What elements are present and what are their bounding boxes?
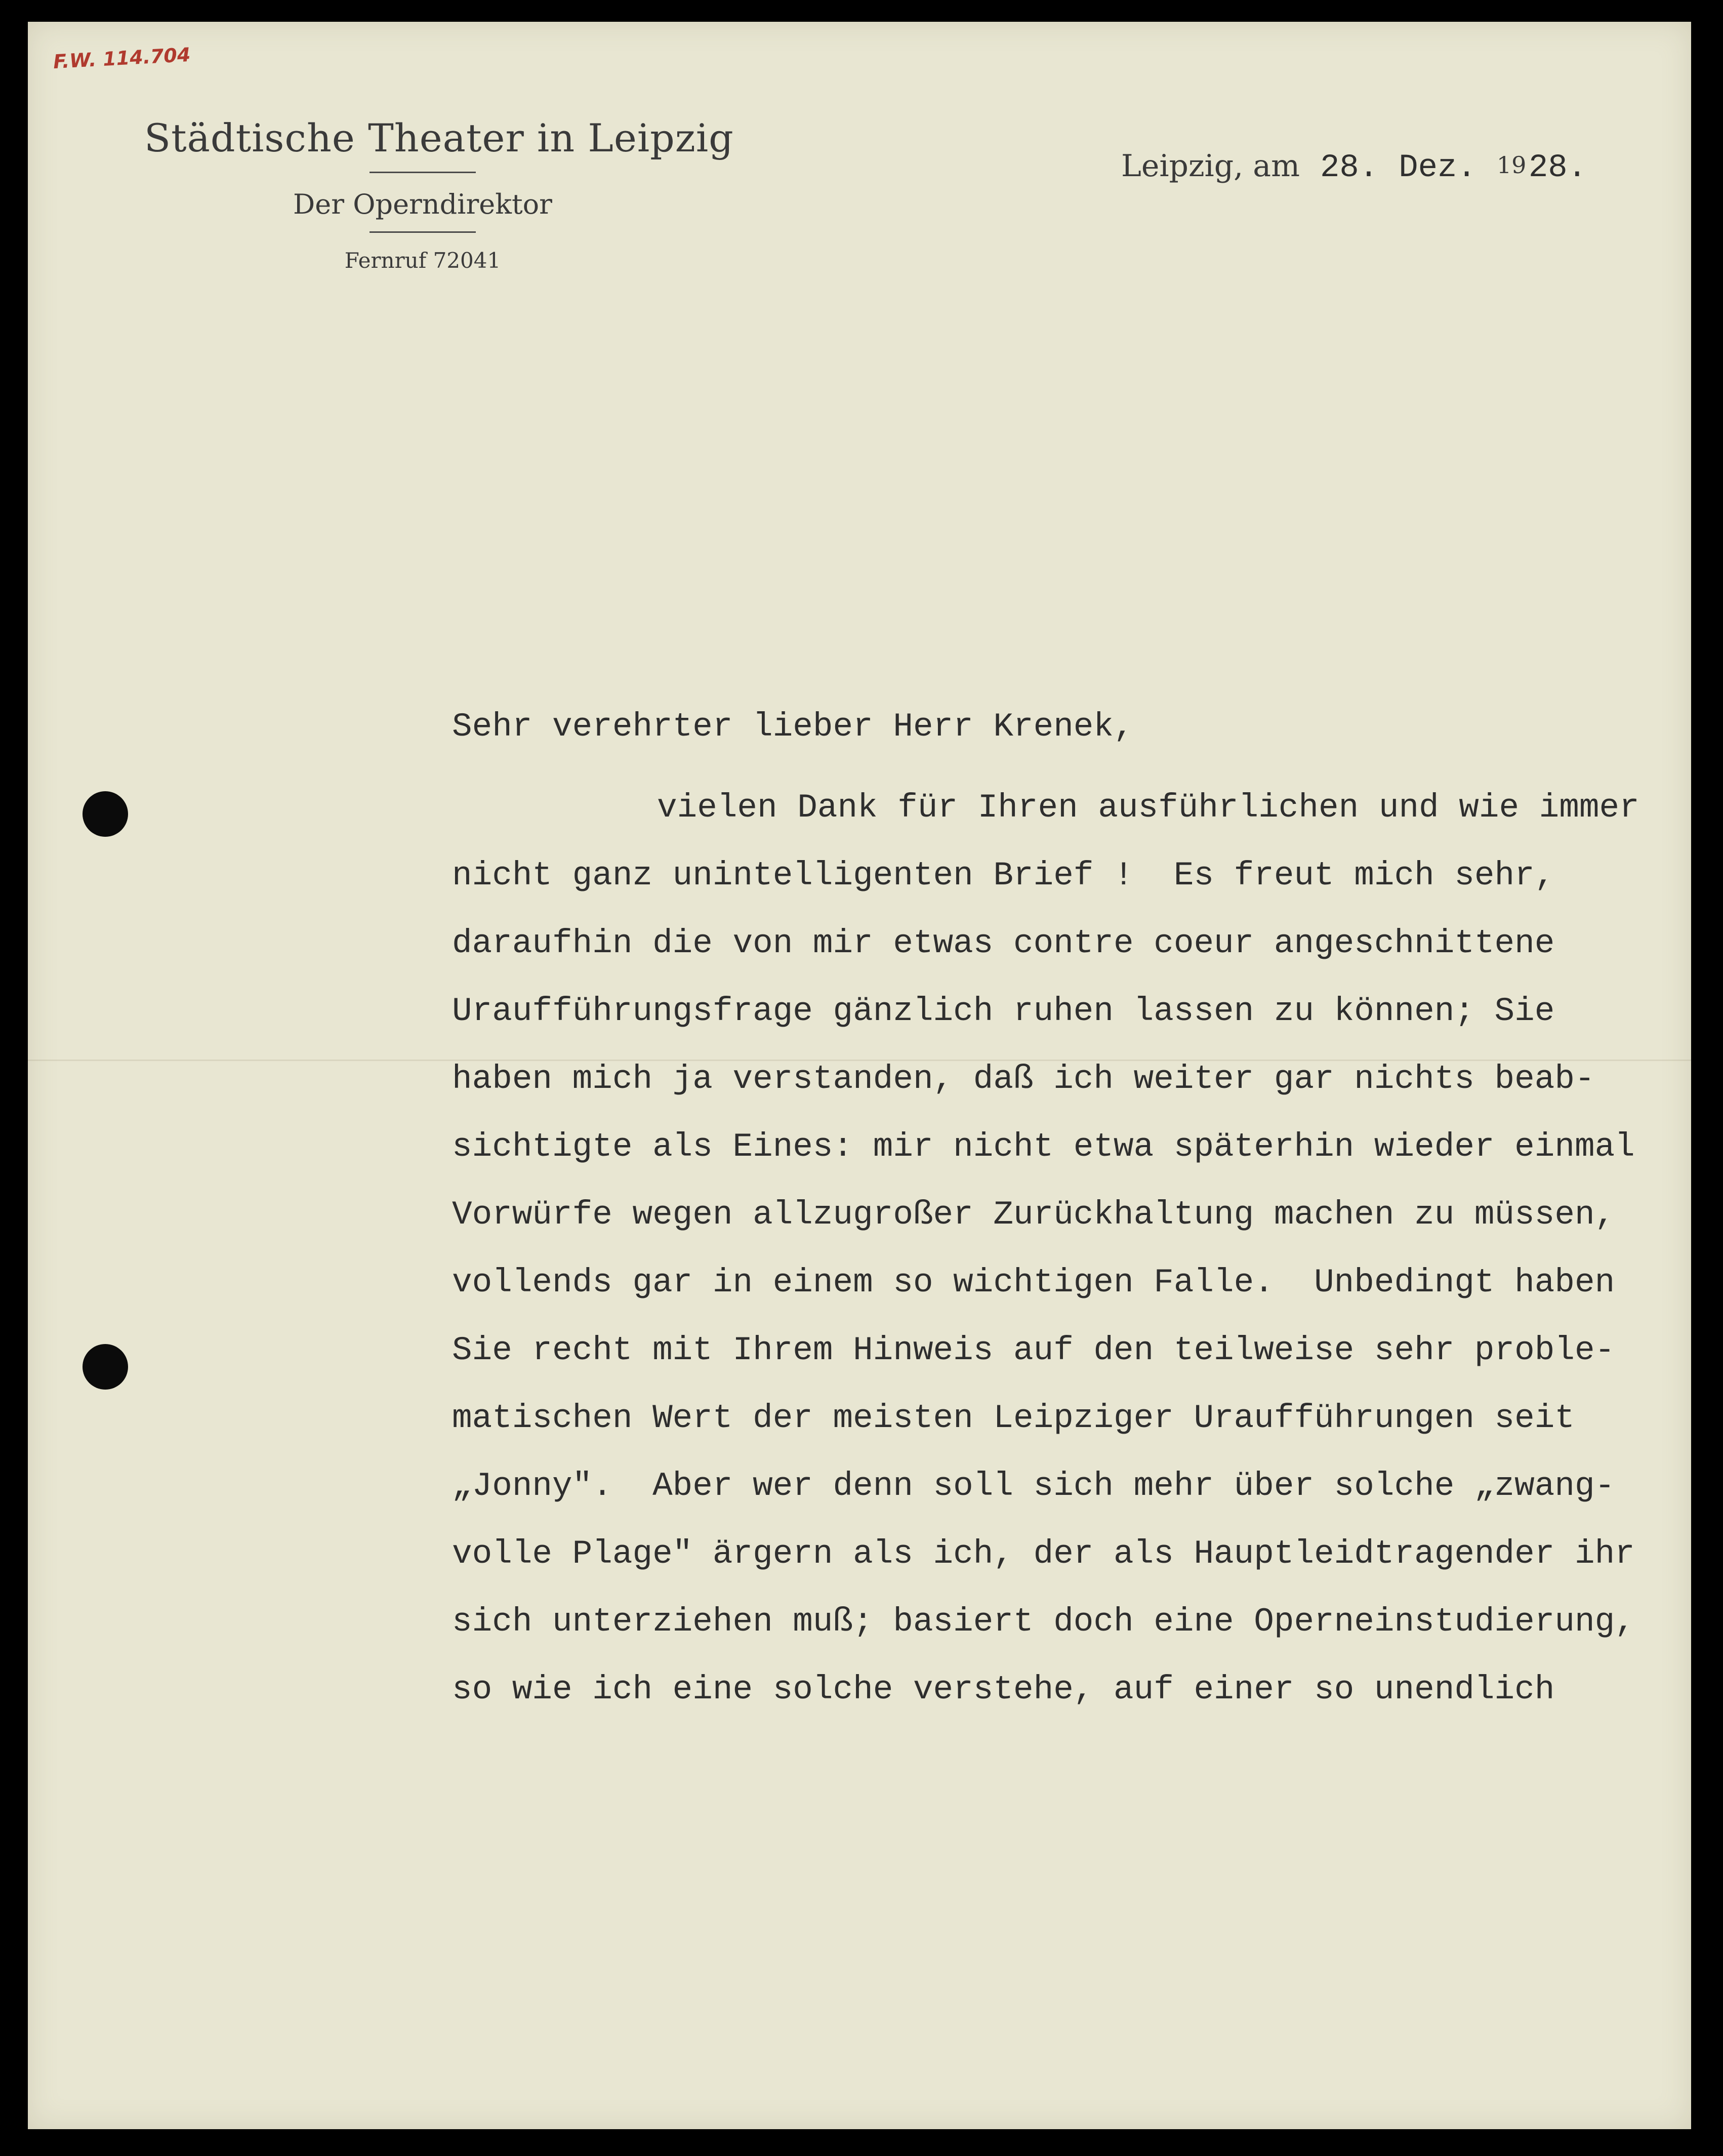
letterhead-phone: Fernruf 72041	[344, 248, 501, 273]
body-line: matischen Wert der meisten Leipziger Uraufführungen seit	[452, 1399, 1575, 1437]
letterhead-rule	[370, 231, 476, 233]
body-line: haben mich ja verstanden, daß ich weiter gar nichts beab-	[452, 1060, 1595, 1098]
date-year-prefix: 19	[1496, 151, 1527, 179]
letter-page	[28, 22, 1691, 2129]
punch-hole	[83, 1344, 128, 1390]
salutation: Sehr verehrter lieber Herr Krenek,	[452, 708, 1134, 746]
body-line: daraufhin die von mir etwas contre coeur angeschnittene	[452, 924, 1555, 962]
body-line: so wie ich eine solche verstehe, auf einer so unendlich	[452, 1671, 1555, 1708]
letterhead-subtitle: Der Operndirektor	[293, 188, 552, 220]
date-place: Leipzig, am	[1121, 148, 1300, 184]
dateline	[1121, 148, 1587, 186]
body-line: sichtigte als Eines: mir nicht etwa späterhin wieder einmal	[452, 1128, 1635, 1166]
archive-mark: F.W. 114.704	[53, 43, 191, 73]
body-line: „Jonny". Aber wer denn soll sich mehr über solche „zwang-	[452, 1467, 1615, 1505]
body-line: Vorwürfe wegen allzugroßer Zurückhaltung machen zu müssen,	[452, 1196, 1615, 1234]
letterhead-title: Städtische Theater in Leipzig	[144, 115, 734, 160]
date-year-suffix: 28.	[1528, 150, 1587, 186]
body-line: vollends gar in einem so wichtigen Falle. Unbedingt haben	[452, 1264, 1615, 1301]
body-line: Sie recht mit Ihrem Hinweis auf den teilweise sehr proble-	[452, 1331, 1615, 1369]
body-line: Uraufführungsfrage gänzlich ruhen lassen zu können; Sie	[452, 992, 1555, 1030]
body-line: sich unterziehen muß; basiert doch eine Operneinstudierung,	[452, 1603, 1635, 1641]
body-line: vielen Dank für Ihren ausführlichen und wie immer	[657, 789, 1639, 827]
letterhead-rule	[370, 172, 476, 173]
letterhead	[144, 115, 734, 273]
letter-body	[452, 704, 1687, 1708]
body-line: nicht ganz unintelligenten Brief ! Es freut mich sehr,	[452, 857, 1555, 894]
body-line: volle Plage" ärgern als ich, der als Hauptleidtragender ihr	[452, 1535, 1635, 1573]
date-day: 28.	[1320, 150, 1379, 186]
date-month: Dez.	[1399, 150, 1476, 186]
punch-hole	[83, 791, 128, 837]
